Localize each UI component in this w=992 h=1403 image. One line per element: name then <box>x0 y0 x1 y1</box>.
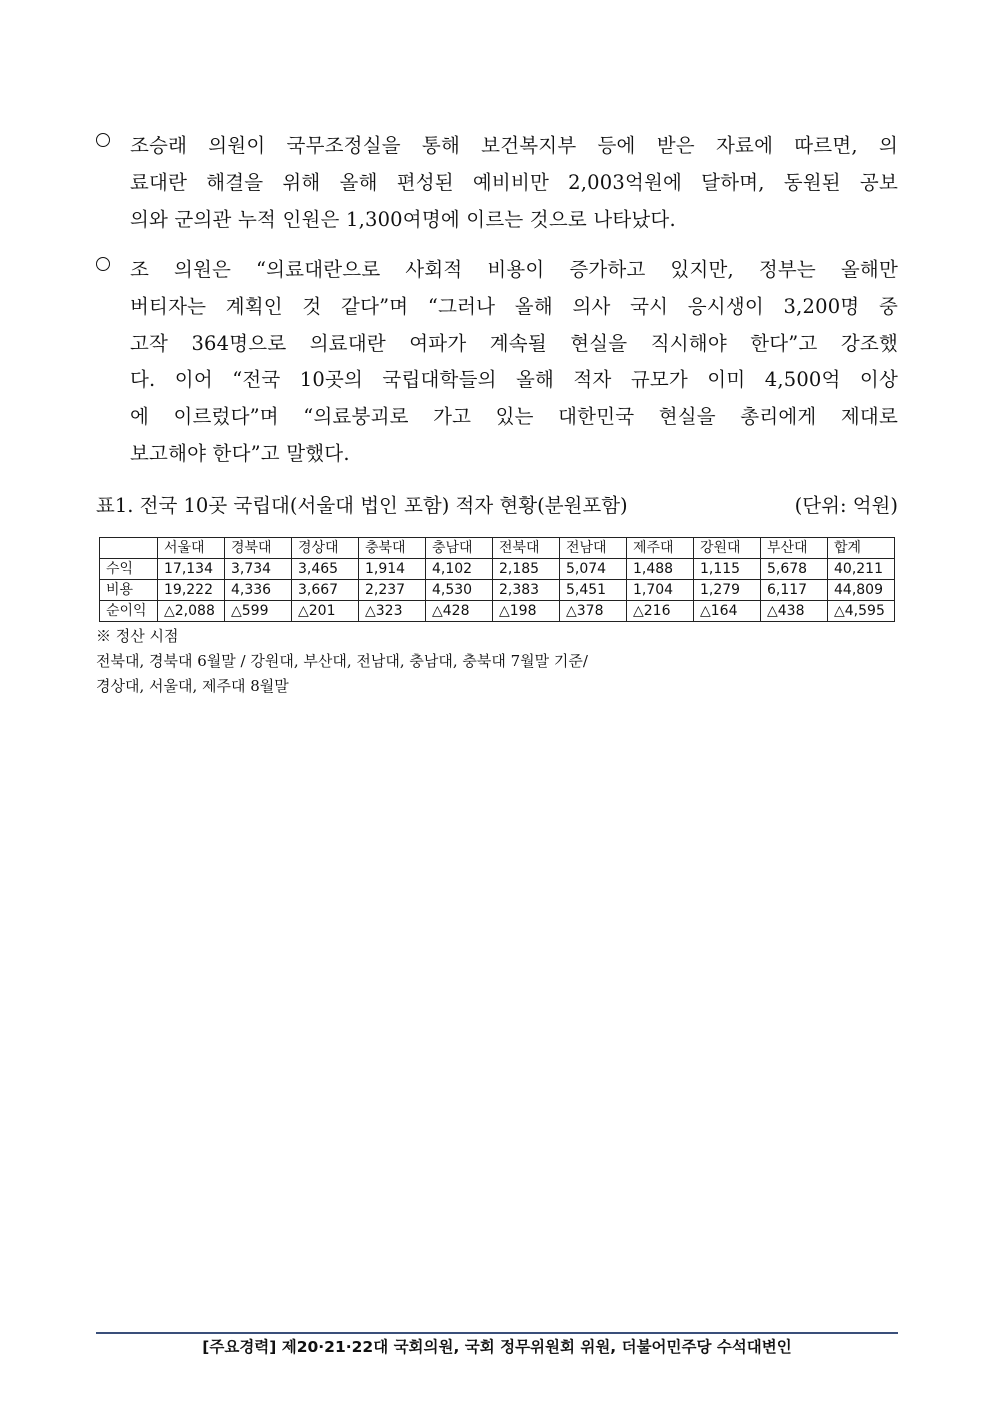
table-cell: 19,222 <box>158 580 225 601</box>
footer-career: [주요경력] 제20·21·22대 국회의원, 국회 정무위원회 위원, 더불어민주당 수석대변인 <box>202 1338 792 1356</box>
paragraph-line: 보고해야 한다”고 말했다. <box>130 441 350 465</box>
footer-divider <box>96 1332 898 1334</box>
table-header-cell: 경북대 <box>225 538 292 559</box>
table-row <box>100 580 895 601</box>
table-header-cell: 전북대 <box>493 538 560 559</box>
table-cell: 1,704 <box>627 580 694 601</box>
table-unit: (단위: 억원) <box>794 494 898 517</box>
table-header-row <box>100 538 895 559</box>
paragraph-2 <box>96 252 898 473</box>
row-label-cell: 수익 <box>100 559 158 580</box>
table-cell: △323 <box>359 601 426 622</box>
paragraph-line: 다. 이어 “전국 10곳의 국립대학들의 올해 적자 규모가 이미 4,500억 이상 <box>130 368 898 392</box>
note-line: 전북대, 경북대 6월말 / 강원대, 부산대, 전남대, 충남대, 충북대 7월말 기준/ <box>96 652 588 670</box>
table-notes <box>96 624 588 699</box>
table-header-cell: 강원대 <box>694 538 761 559</box>
table-cell: 44,809 <box>828 580 895 601</box>
table-cell: 1,115 <box>694 559 761 580</box>
table-cell: △201 <box>292 601 359 622</box>
table-cell: 4,102 <box>426 559 493 580</box>
table-cell: △378 <box>560 601 627 622</box>
table-header-cell: 충남대 <box>426 538 493 559</box>
table-cell: △216 <box>627 601 694 622</box>
table-cell: △428 <box>426 601 493 622</box>
paragraph-line: 조승래 의원이 국무조정실을 통해 보건복지부 등에 받은 자료에 따르면, 의 <box>130 134 898 157</box>
table-header-cell: 서울대 <box>158 538 225 559</box>
table-cell: 6,117 <box>761 580 828 601</box>
table-cell: 3,667 <box>292 580 359 601</box>
table-cell: △164 <box>694 601 761 622</box>
paragraph-1 <box>96 128 898 238</box>
paragraph-line: 료대란 해결을 위해 올해 편성된 예비비만 2,003억원에 달하며, 동원된 공보 <box>130 170 898 194</box>
table-caption <box>96 491 898 521</box>
paragraph-line: 에 이르렀다”며 “의료붕괴로 가고 있는 대한민국 현실을 총리에게 제대로 <box>130 405 898 429</box>
note-line: ※ 정산 시점 <box>96 627 179 645</box>
table-cell: △438 <box>761 601 828 622</box>
table-cell: 2,237 <box>359 580 426 601</box>
table-header-cell: 제주대 <box>627 538 694 559</box>
deficit-table <box>99 537 895 622</box>
row-label-cell: 비용 <box>100 580 158 601</box>
table-cell: 5,451 <box>560 580 627 601</box>
table-header-cell: 합계 <box>828 538 895 559</box>
table-row <box>100 601 895 622</box>
table-header-cell <box>100 538 158 559</box>
table-cell: 1,488 <box>627 559 694 580</box>
table-header-cell: 충북대 <box>359 538 426 559</box>
table-cell: 40,211 <box>828 559 895 580</box>
table-header-cell: 부산대 <box>761 538 828 559</box>
table-cell: 2,383 <box>493 580 560 601</box>
table-cell: △4,595 <box>828 601 895 622</box>
table-cell: 4,530 <box>426 580 493 601</box>
table-cell: 3,465 <box>292 559 359 580</box>
note-line: 경상대, 서울대, 제주대 8월말 <box>96 677 289 695</box>
table-cell: 1,279 <box>694 580 761 601</box>
table-cell: 3,734 <box>225 559 292 580</box>
table-title: 표1. 전국 10곳 국립대(서울대 법인 포함) 적자 현황(분원포함) <box>96 494 628 517</box>
table-cell: 4,336 <box>225 580 292 601</box>
table-row <box>100 559 895 580</box>
row-label-cell: 순이익 <box>100 601 158 622</box>
paragraph-line: 버티자는 계획인 것 같다”며 “그러나 올해 의사 국시 응시생이 3,200명 중 <box>130 294 898 318</box>
table-cell: △198 <box>493 601 560 622</box>
table-header-cell: 경상대 <box>292 538 359 559</box>
table-cell: 1,914 <box>359 559 426 580</box>
paragraph-line: 조 의원은 “의료대란으로 사회적 비용이 증가하고 있지만, 정부는 올해만 <box>130 258 898 281</box>
table-cell: △599 <box>225 601 292 622</box>
table-cell: 17,134 <box>158 559 225 580</box>
table-cell: 5,074 <box>560 559 627 580</box>
table-cell: 2,185 <box>493 559 560 580</box>
table-cell: 5,678 <box>761 559 828 580</box>
paragraph-line: 고작 364명으로 의료대란 여파가 계속될 현실을 직시해야 한다”고 강조했 <box>130 331 898 355</box>
circle-bullet-icon <box>96 133 110 147</box>
circle-bullet-icon <box>96 257 110 271</box>
paragraph-line: 의와 군의관 누적 인원은 1,300여명에 이르는 것으로 나타났다. <box>130 207 676 231</box>
table-cell: △2,088 <box>158 601 225 622</box>
table-header-cell: 전남대 <box>560 538 627 559</box>
